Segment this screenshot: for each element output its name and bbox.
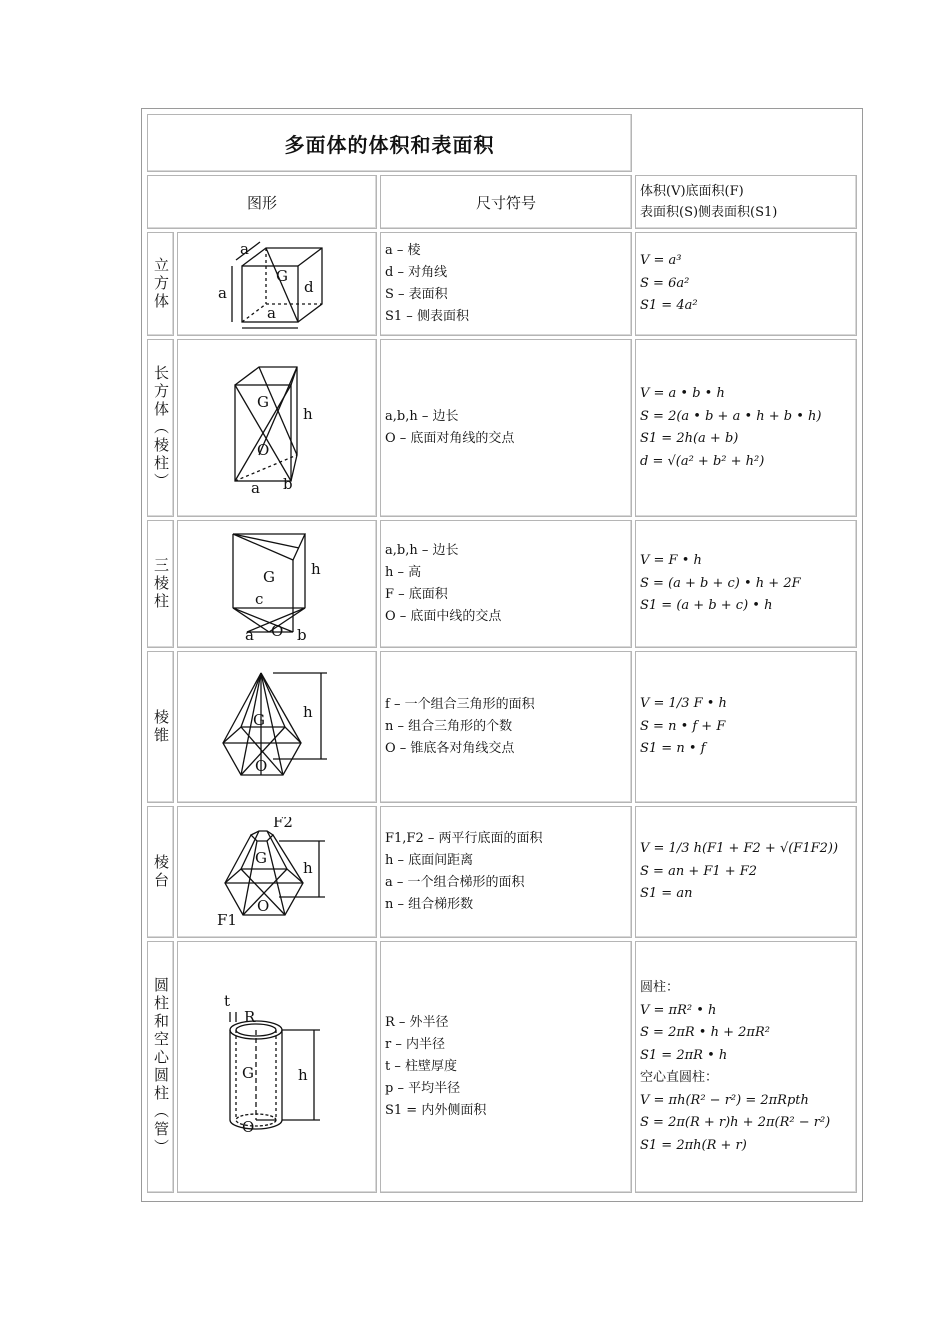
symbols-cell: [380, 232, 632, 336]
cube-figure: [177, 232, 377, 336]
prism-label-c: c: [255, 590, 264, 608]
formula-line: S1 = (a + b + c) • h: [640, 598, 773, 614]
symbol-line: a – 一个组合梯形的面积: [385, 875, 525, 890]
prism-label-h: h: [311, 560, 321, 578]
cube-label-g: G: [276, 267, 288, 285]
cube-label-d: d: [304, 278, 314, 296]
symbols-cell: [380, 339, 632, 517]
cube-label-a: a: [218, 284, 227, 302]
cylinder-diagram: [222, 992, 332, 1142]
prism-label-b: b: [297, 626, 307, 640]
formula-line: S = 2πR • h + 2πR²: [640, 1025, 770, 1040]
cylinder-label-g: G: [242, 1064, 254, 1082]
symbol-line: f – 一个组合三角形的面积: [385, 697, 535, 712]
formula-line: S = (a + b + c) • h + 2F: [640, 575, 801, 591]
table-row: [147, 339, 857, 517]
symbol-line: d – 对角线: [385, 265, 448, 280]
symbols-cell: [380, 651, 632, 803]
symbol-line: F – 底面积: [385, 587, 448, 602]
formula-line: S = 2(a • b + a • h + b • h): [640, 408, 822, 424]
formula-line: d = √(a² + b² + h²): [640, 453, 765, 469]
symbol-line: R – 外半径: [385, 1015, 449, 1030]
formula-line: V = a³: [640, 253, 682, 269]
formula-line: S1 = 4a²: [640, 298, 698, 314]
formula-line: V = πR² • h: [640, 1002, 717, 1018]
frustum-edge: [267, 841, 285, 915]
symbol-line: r – 内半径: [385, 1037, 445, 1052]
header-formulas-line1: 体积(V)底面积(F): [640, 184, 744, 199]
pyramid-edge: [223, 673, 261, 743]
formula-line: S = 2π(R + r)h + 2π(R² − r²): [640, 1115, 831, 1130]
frustum-edge: [267, 831, 287, 869]
cylinder-figure: [177, 941, 377, 1193]
formulas-cell: [635, 806, 857, 938]
frustum-label-h: h: [303, 859, 313, 877]
cuboid-label-h: h: [303, 405, 313, 423]
symbol-line: a,b,h – 边长: [385, 409, 459, 424]
frustum-figure: [177, 806, 377, 938]
cube-label-a: a: [267, 304, 276, 322]
prism-median: [233, 534, 299, 548]
symbol-line: a – 棱: [385, 243, 421, 258]
formula-line: 空心直圆柱：: [640, 1070, 719, 1085]
header-symbols: 尺寸符号: [380, 175, 632, 229]
row-name: 三棱柱: [147, 520, 174, 648]
cuboid-label-o: O: [257, 441, 270, 459]
symbol-line: S1 – 侧表面积: [385, 309, 469, 324]
symbol-line: h – 底面间距离: [385, 853, 474, 868]
symbol-line: O – 锥底各对角线交点: [385, 741, 515, 756]
header-formulas: [635, 175, 857, 229]
prism-label-g: G: [263, 568, 275, 586]
frustum-label-g: G: [255, 849, 267, 867]
cylinder-label-o: O: [242, 1118, 255, 1136]
row-name: 棱锥: [147, 651, 174, 803]
symbol-line: O – 底面中线的交点: [385, 609, 502, 624]
formula-line: S1 = n • f: [640, 741, 706, 757]
formula-line: V = πh(R² − r²) = 2πRpth: [640, 1092, 809, 1108]
cuboid-label-b: b: [283, 475, 293, 493]
symbol-line: a,b,h – 边长: [385, 543, 459, 558]
formulas-cell: [635, 941, 857, 1193]
table-row: [147, 232, 857, 336]
symbol-line: h – 高: [385, 565, 422, 580]
symbol-line: O – 底面对角线的交点: [385, 431, 515, 446]
cuboid-diagram: [227, 363, 327, 493]
cuboid-figure: [177, 339, 377, 517]
pyramid-edge: [261, 673, 301, 743]
formula-line: V = a • b • h: [640, 386, 725, 401]
row-name: 棱台: [147, 806, 174, 938]
cube-diagram: [212, 236, 342, 332]
formula-line: S1 = 2h(a + b): [640, 431, 739, 446]
symbol-line: F1,F2 – 两平行底面的面积: [385, 831, 543, 846]
symbols-cell: [380, 806, 632, 938]
symbol-line: t – 柱壁厚度: [385, 1059, 457, 1074]
symbol-line: S – 表面积: [385, 287, 448, 302]
table-row: [147, 806, 857, 938]
header-figure: 图形: [147, 175, 377, 229]
row-name: 立方体: [147, 232, 174, 336]
table-row: [147, 651, 857, 803]
polyhedra-table: [144, 111, 860, 1196]
formulas-cell: [635, 339, 857, 517]
pyramid-figure: [177, 651, 377, 803]
formulas-cell: [635, 520, 857, 648]
symbols-cell: [380, 520, 632, 648]
frustum-diagram: [217, 817, 337, 927]
symbol-line: S1 = 内外侧面积: [385, 1103, 487, 1118]
frustum-label-f1: F1: [217, 911, 237, 927]
formulas-cell: [635, 651, 857, 803]
symbol-line: p – 平均半径: [385, 1081, 461, 1096]
formula-line: S1 = an: [640, 886, 693, 902]
formula-line: S1 = 2πh(R + r): [640, 1137, 747, 1153]
pyramid-label-g: G: [253, 711, 265, 729]
symbols-cell: [380, 941, 632, 1193]
formulas-cell: [635, 232, 857, 336]
formula-line: V = 1/3 F • h: [640, 696, 727, 712]
table-title: 多面体的体积和表面积: [147, 114, 632, 172]
prism-label-a: a: [245, 626, 254, 640]
formula-line: V = 1/3 h(F1 + F2 + √(F1F2)): [640, 841, 839, 857]
symbol-line: n – 组合梯形数: [385, 897, 474, 912]
cylinder-label-t: t: [224, 992, 231, 1010]
pyramid-diagram: [217, 667, 337, 787]
table-row: [147, 941, 857, 1193]
pyramid-label-h: h: [303, 703, 313, 721]
formula-line: 圆柱：: [640, 980, 680, 995]
cuboid-label-a: a: [251, 479, 260, 493]
cube-label-a: a: [240, 240, 249, 258]
header-formulas-line2: 表面积(S)侧表面积(S1): [640, 205, 778, 220]
formula-line: S = n • f + F: [640, 718, 726, 734]
formula-line: V = F • h: [640, 553, 702, 569]
frustum-edge: [273, 835, 303, 883]
formula-line: S = 6a²: [640, 275, 690, 291]
cuboid-label-g: G: [257, 393, 269, 411]
table-row: [147, 520, 857, 648]
prism-figure: [177, 520, 377, 648]
prism-label-o: O: [271, 622, 284, 640]
prism-diagram: [227, 528, 327, 640]
symbol-line: n – 组合三角形的个数: [385, 719, 513, 734]
cube-hidden-edge: [242, 304, 266, 322]
formula-line: S = an + F1 + F2: [640, 863, 758, 879]
row-name: 长方体（棱柱）: [147, 339, 174, 517]
frustum-label-f2: F2: [273, 817, 293, 831]
formula-line: S1 = 2πR • h: [640, 1047, 728, 1063]
cube-edge: [298, 248, 322, 266]
frustum-label-o: O: [257, 897, 270, 915]
prism-bottom-face: [233, 608, 305, 632]
row-name: 圆柱和空心圆柱（管）: [147, 941, 174, 1193]
pyramid-label-o: O: [255, 757, 268, 775]
cylinder-label-r: R: [244, 1008, 256, 1026]
cylinder-label-h: h: [298, 1066, 308, 1084]
